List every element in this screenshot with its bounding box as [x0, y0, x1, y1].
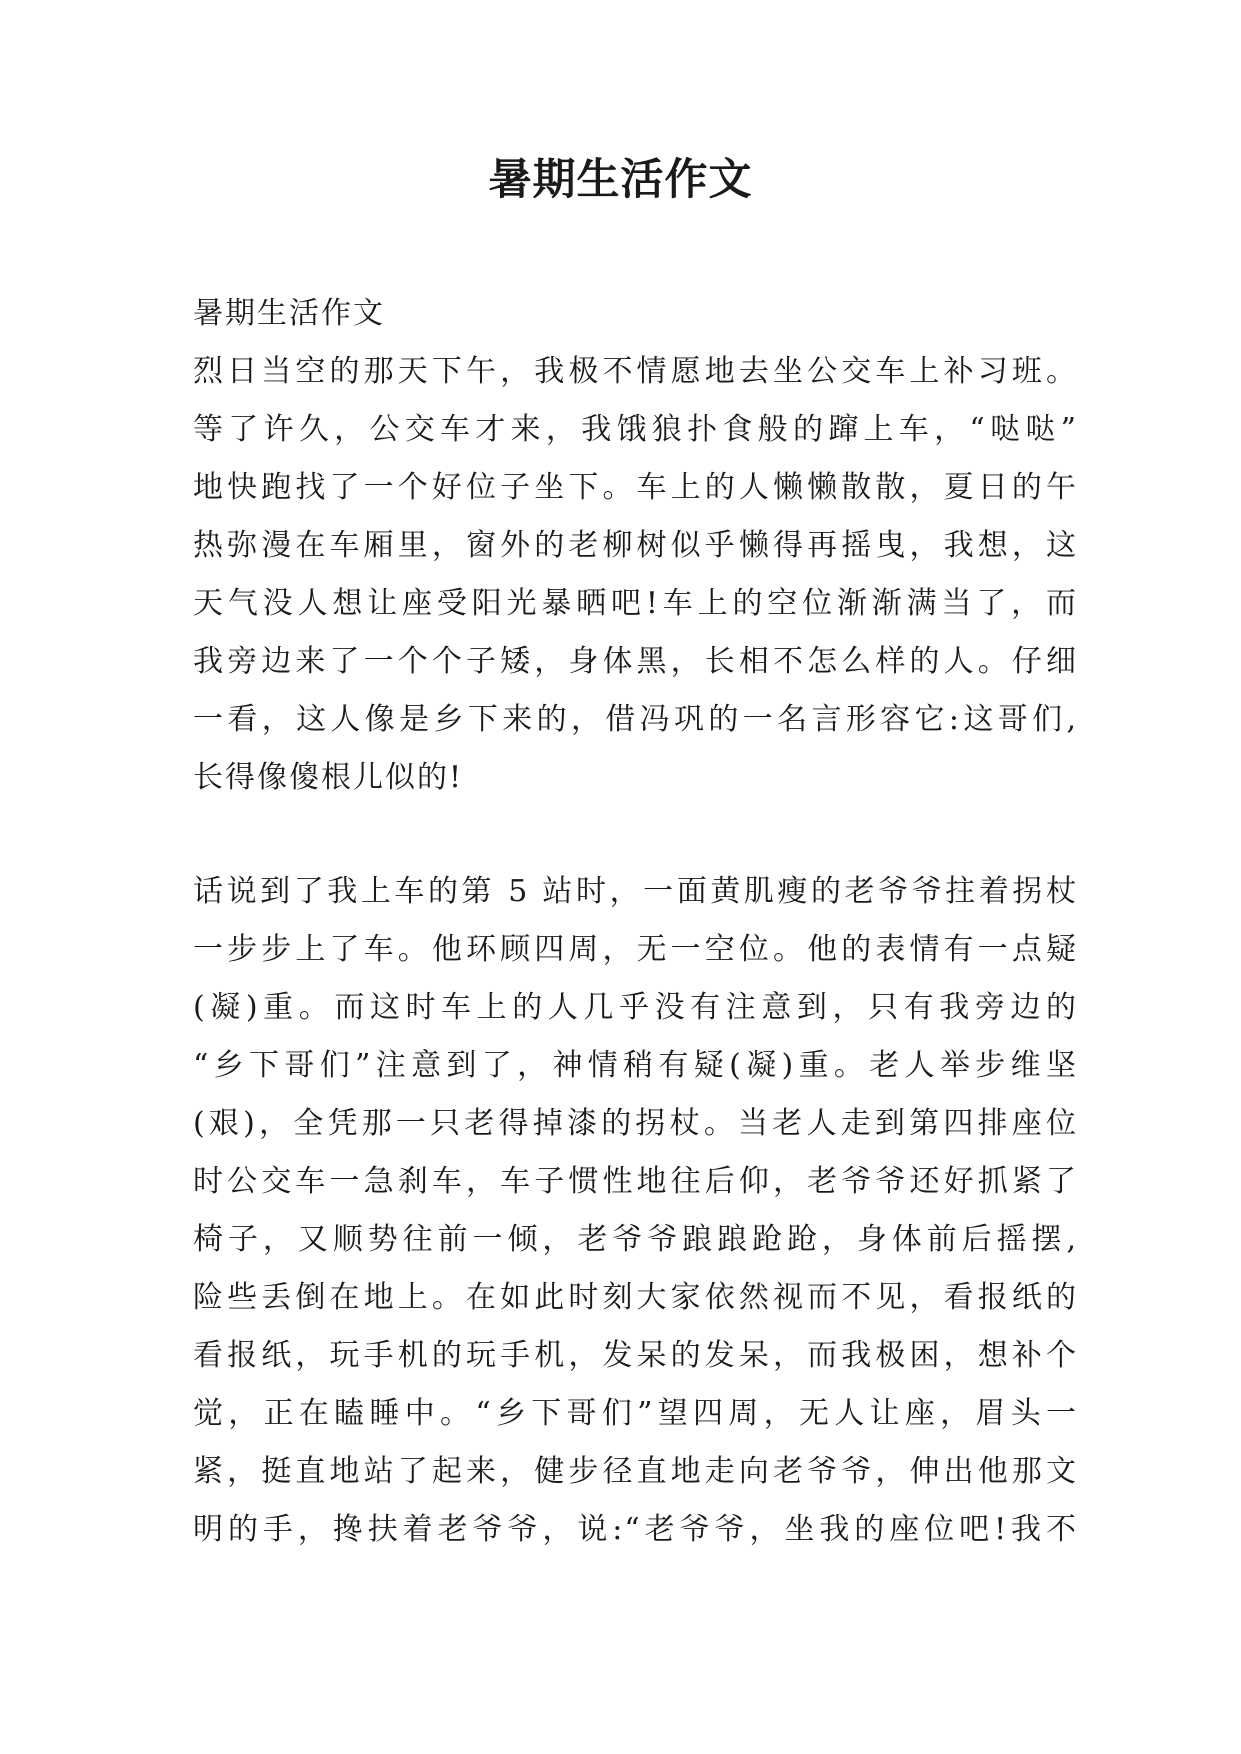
text-line: 天气没人想让座受阳光暴晒吧!车上的空位渐渐满当了，而	[193, 586, 1078, 621]
text-line: 一步步上了车。他环顾四周，无一空位。他的表情有一点疑	[193, 932, 1078, 967]
subtitle-line: 暑期生活作文	[193, 296, 385, 331]
text-line: 话说到了我上车的第 5 站时，一面黄肌瘦的老爷爷拄着拐杖	[193, 874, 1078, 909]
text-line: (凝)重。而这时车上的人几乎没有注意到，只有我旁边的	[193, 990, 1078, 1025]
text-line: 险些丢倒在地上。在如此时刻大家依然视而不见，看报纸的	[193, 1280, 1078, 1315]
text-line: 一看，这人像是乡下来的，借冯巩的一名言形容它:这哥们,	[193, 702, 1078, 737]
text-line: 地快跑找了一个好位子坐下。车上的人懒懒散散，夏日的午	[193, 470, 1078, 505]
text-line: (艰)，全凭那一只老得掉漆的拐杖。当老人走到第四排座位	[193, 1106, 1078, 1141]
paragraph-1	[193, 285, 1078, 807]
document-title: 暑期生活作文	[488, 155, 753, 205]
paragraph-2	[193, 863, 1078, 1559]
text-line: 紧，挺直地站了起来，健步径直地走向老爷爷，伸出他那文	[193, 1454, 1078, 1489]
text-line: 觉，正在瞌睡中。“乡下哥们”望四周，无人让座，眉头一	[193, 1396, 1078, 1431]
text-line: 烈日当空的那天下午，我极不情愿地去坐公交车上补习班。	[193, 354, 1078, 389]
text-line: 椅子，又顺势往前一倾，老爷爷踉踉跄跄，身体前后摇摆,	[193, 1222, 1078, 1257]
text-line: 等了许久，公交车才来，我饿狼扑食般的蹿上车，“哒哒”	[193, 412, 1078, 447]
text-line: 明的手，搀扶着老爷爷，说:“老爷爷，坐我的座位吧!我不	[193, 1512, 1078, 1547]
text-line: 热弥漫在车厢里，窗外的老柳树似乎懒得再摇曳，我想，这	[193, 528, 1078, 563]
text-line: 我旁边来了一个个子矮，身体黑，长相不怎么样的人。仔细	[193, 644, 1078, 679]
text-line: 长得像傻根儿似的!	[193, 760, 464, 795]
text-line: 时公交车一急刹车，车子惯性地往后仰，老爷爷还好抓紧了	[193, 1164, 1078, 1199]
text-line: 看报纸，玩手机的玩手机，发呆的发呆，而我极困，想补个	[193, 1338, 1078, 1373]
text-line: “乡下哥们”注意到了，神情稍有疑(凝)重。老人举步维坚	[193, 1048, 1078, 1083]
